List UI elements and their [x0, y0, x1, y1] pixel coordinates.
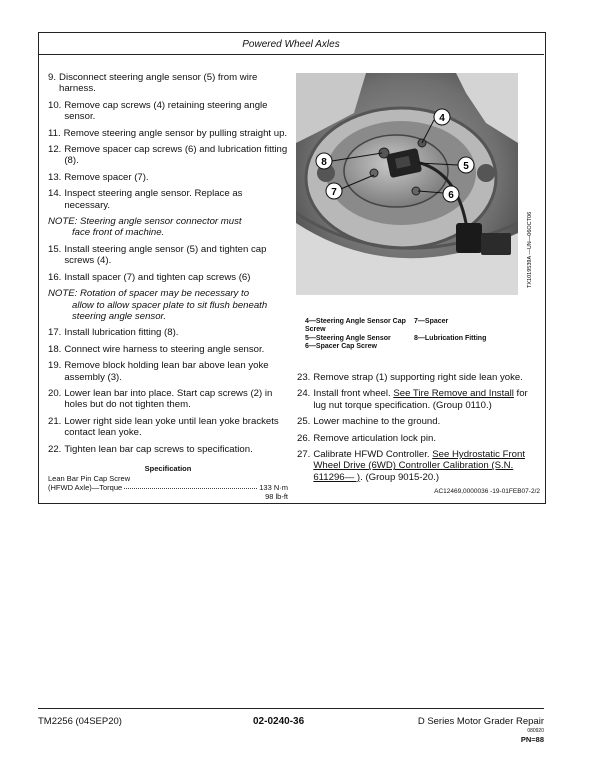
footer-title: D Series Motor Grader Repair: [417, 716, 544, 727]
spec-line-2: (HFWD Axle)—Torque 133 N·m: [48, 483, 288, 493]
photo-legend: [305, 318, 515, 352]
footer-date-code: 080920: [527, 728, 544, 734]
spec-line-3: 98 lb-ft: [265, 492, 288, 502]
legend-item-5: 5—Steering Angle Sensor: [305, 334, 391, 342]
legend-item-6: 6—Spacer Cap Screw: [305, 343, 377, 351]
legend-item-7: 7—Spacer: [414, 318, 449, 325]
spec-title: Specification: [144, 463, 192, 473]
spec-line-1: Lean Bar Pin Cap Screw: [48, 474, 131, 484]
section-header: Powered Wheel Axles: [38, 32, 544, 55]
step-12: 12. Remove spacer cap screws (6) and lubrication fitting (8).: [48, 144, 288, 167]
step-24: 24. Install front wheel. See Tire Remove and Install for lug nut torque specification. (Group 0110.): [297, 388, 528, 411]
tire-remove-install-link[interactable]: See Tire Remove and Install: [393, 388, 514, 400]
footer-manual-id: TM2256 (04SEP20): [38, 716, 122, 727]
step-13: 13. Remove spacer (7).: [48, 171, 149, 183]
reference-code: AC12469,0000036 -19-01FEB07-2/2: [434, 488, 540, 495]
note-connector: NOTE: Steering angle sensor connector must face front of machine.: [48, 216, 242, 239]
step-15: 15. Install steering angle sensor (5) and tighten cap screws (4).: [48, 243, 267, 267]
footer-rule: [38, 708, 544, 709]
callout-5: 5: [463, 161, 469, 172]
step-25: 25. Lower machine to the ground.: [297, 416, 441, 428]
legend-item-4: 4—Steering Angle Sensor Cap Screw: [305, 318, 406, 334]
legend-item-8: 8—Lubrication Fitting: [414, 334, 487, 342]
note-rotation: NOTE: Rotation of spacer may be necessary to allow to allow spacer plate to sit flush beneath steering angle sensor.: [48, 288, 268, 322]
step-26: 26. Remove articulation lock pin.: [297, 432, 436, 444]
controller-calibration-link[interactable]: See Hydrostatic Front Wheel Drive (6WD) Controller Calibration (S.N. 611296— ): [313, 449, 526, 483]
step-18: 18. Connect wire harness to steering angle sensor.: [48, 343, 265, 355]
step-14: 14. Inspect steering angle sensor. Replace as necessary.: [48, 188, 243, 211]
callout-8: 8: [321, 157, 327, 168]
steering-sensor-photo: [296, 73, 518, 295]
step-16: 16. Install spacer (7) and tighten cap screws (6): [48, 271, 251, 283]
step-20: 20. Lower lean bar into place. Start cap screws (2) in holes but do not tighten them.: [48, 387, 273, 411]
step-9: 9. Disconnect steering angle sensor (5) from wire harness.: [48, 72, 258, 95]
footer-page-number: 02-0240-36: [253, 716, 305, 727]
step-21: 21. Lower right side lean yoke until lean yoke brackets contact lean yoke.: [48, 415, 279, 439]
callout-4: 4: [439, 113, 445, 124]
left-column: [48, 72, 288, 501]
callout-7: 7: [331, 187, 337, 198]
step-19: 19. Remove block holding lean bar above lean yoke assembly (3).: [48, 360, 269, 383]
right-column: [297, 372, 537, 488]
step-27: 27. Calibrate HFWD Controller. See Hydrostatic Front Wheel Drive (6WD) Controller Calibration (S.N. 611296— ). (Group 9015-20.): [297, 449, 526, 483]
step-17: 17. Install lubrication fitting (8).: [48, 327, 179, 339]
callout-6: 6: [448, 190, 454, 201]
step-11: 11. Remove steering angle sensor by pulling straight up.: [48, 127, 288, 139]
svg-text:TX1019539A —UN—06OCT06: TX1019539A —UN—06OCT06: [527, 211, 533, 288]
step-22: 22. Tighten lean bar cap screws to specification.: [48, 443, 253, 455]
step-23: 23. Remove strap (1) supporting right side lean yoke.: [297, 372, 523, 383]
photo-code: [519, 90, 535, 290]
footer-pn: PN=88: [520, 735, 544, 744]
step-10: 10. Remove cap screws (4) retaining steering angle sensor.: [48, 99, 268, 123]
